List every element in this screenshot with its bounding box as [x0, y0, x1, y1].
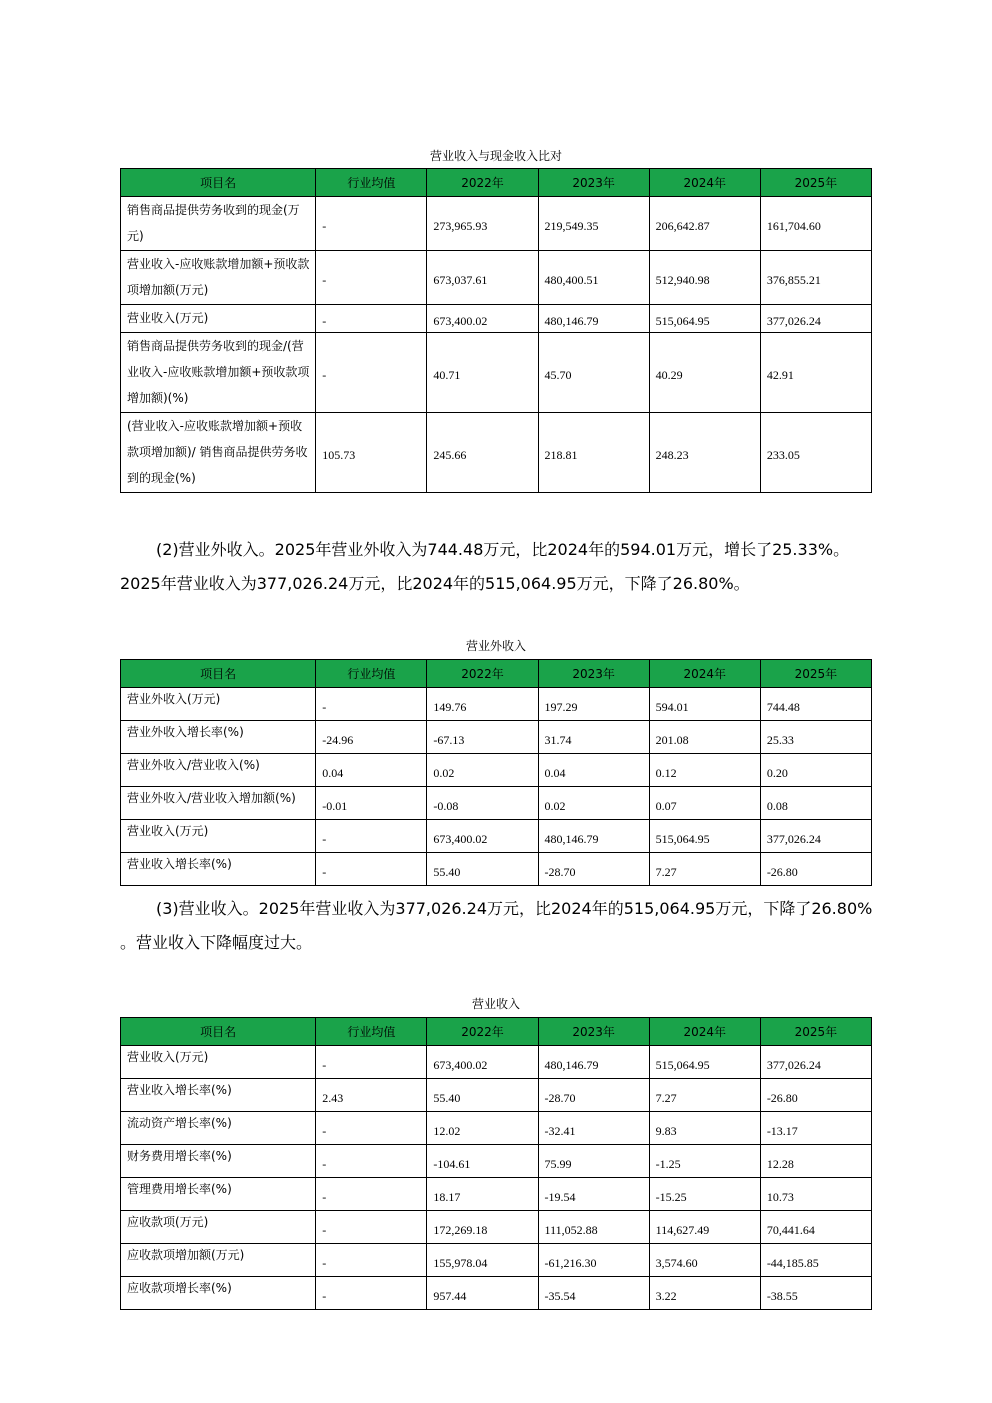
- cell: -61,216.30: [538, 1244, 649, 1277]
- cell: -15.25: [649, 1178, 760, 1211]
- cell: 957.44: [427, 1277, 538, 1310]
- cell: 3.22: [649, 1277, 760, 1310]
- row-label: 应收款项(万元): [121, 1211, 316, 1244]
- cell: 376,855.21: [760, 251, 871, 305]
- cell: 377,026.24: [760, 305, 871, 333]
- row-label: 营业收入增长率(%): [121, 853, 316, 886]
- cell: 201.08: [649, 721, 760, 754]
- header-year: 2023年: [538, 1018, 649, 1046]
- cell: 114,627.49: [649, 1211, 760, 1244]
- cell: 7.27: [649, 853, 760, 886]
- row-label: 管理费用增长率(%): [121, 1178, 316, 1211]
- paragraph-non-operating-income: [120, 533, 880, 601]
- operating-revenue-table: [120, 1017, 872, 1310]
- row-label: 应收款项增长率(%): [121, 1277, 316, 1310]
- table-row: [121, 413, 872, 493]
- cash-vs-revenue-table: [120, 168, 872, 493]
- cell: 0.12: [649, 754, 760, 787]
- cell: 744.48: [760, 688, 871, 721]
- non-operating-income-table: [120, 659, 872, 886]
- header-item-name: 项目名: [121, 1018, 316, 1046]
- table-row: [121, 787, 872, 820]
- cell: -44,185.85: [760, 1244, 871, 1277]
- table-row: [121, 1145, 872, 1178]
- row-label: 营业外收入(万元): [121, 688, 316, 721]
- cell: 273,965.93: [427, 197, 538, 251]
- cell: 0.07: [649, 787, 760, 820]
- cell: -19.54: [538, 1178, 649, 1211]
- cell: 515,064.95: [649, 820, 760, 853]
- cell: -: [316, 1211, 427, 1244]
- cell: 40.29: [649, 333, 760, 413]
- cell: 12.28: [760, 1145, 871, 1178]
- cell: -67.13: [427, 721, 538, 754]
- row-label: 销售商品提供劳务收到的现金(万元): [121, 197, 316, 251]
- row-label: 营业收入增长率(%): [121, 1079, 316, 1112]
- cell: 197.29: [538, 688, 649, 721]
- table-row: [121, 333, 872, 413]
- header-year: 2024年: [649, 169, 760, 197]
- cell: 233.05: [760, 413, 871, 493]
- cell: -28.70: [538, 1079, 649, 1112]
- table-row: [121, 1178, 872, 1211]
- paragraph-line: (3)营业收入。2025年营业收入为377,026.24万元，比2024年的515,064.95万元，下降了26.80%: [156, 899, 873, 918]
- cell: 0.02: [427, 754, 538, 787]
- table-row: [121, 721, 872, 754]
- cell: 0.20: [760, 754, 871, 787]
- table2-caption: 营业外收入: [465, 639, 526, 653]
- cell: 0.04: [538, 754, 649, 787]
- table-row: [121, 305, 872, 333]
- cell: 219,549.35: [538, 197, 649, 251]
- cell: -28.70: [538, 853, 649, 886]
- cell: -: [316, 1112, 427, 1145]
- table-row: [121, 853, 872, 886]
- header-year: 2022年: [427, 1018, 538, 1046]
- cell: 673,037.61: [427, 251, 538, 305]
- header-item-name: 项目名: [121, 660, 316, 688]
- cell: 45.70: [538, 333, 649, 413]
- cell: 9.83: [649, 1112, 760, 1145]
- cell: 248.23: [649, 413, 760, 493]
- row-label: 营业外收入/营业收入增加额(%): [121, 787, 316, 820]
- header-year: 2023年: [538, 660, 649, 688]
- table-row: [121, 197, 872, 251]
- cell: 40.71: [427, 333, 538, 413]
- row-label: 营业外收入增长率(%): [121, 721, 316, 754]
- cell: 0.02: [538, 787, 649, 820]
- row-label: 财务费用增长率(%): [121, 1145, 316, 1178]
- cell: -26.80: [760, 853, 871, 886]
- table-row: [121, 754, 872, 787]
- cell: -26.80: [760, 1079, 871, 1112]
- table-row: [121, 820, 872, 853]
- cell: 31.74: [538, 721, 649, 754]
- cell: 377,026.24: [760, 820, 871, 853]
- cell: 149.76: [427, 688, 538, 721]
- row-label: 营业外收入/营业收入(%): [121, 754, 316, 787]
- table-header-row: [121, 1018, 872, 1046]
- table1-caption: 营业收入与现金收入比对: [429, 149, 562, 163]
- row-label: 营业收入(万元): [121, 820, 316, 853]
- header-year: 2025年: [760, 169, 871, 197]
- header-year: 2024年: [649, 1018, 760, 1046]
- cell: -: [316, 1277, 427, 1310]
- cell: 111,052.88: [538, 1211, 649, 1244]
- cell: 172,269.18: [427, 1211, 538, 1244]
- cell: 218.81: [538, 413, 649, 493]
- cell: 25.33: [760, 721, 871, 754]
- cell: 3,574.60: [649, 1244, 760, 1277]
- cell: -: [316, 1046, 427, 1079]
- cell: 2.43: [316, 1079, 427, 1112]
- paragraph-line: 2025年营业收入为377,026.24万元，比2024年的515,064.95万元，下降了26.80%。: [120, 574, 750, 593]
- table-row: [121, 1046, 872, 1079]
- header-year: 2023年: [538, 169, 649, 197]
- cell: 480,400.51: [538, 251, 649, 305]
- header-year: 2025年: [760, 1018, 871, 1046]
- cell: -: [316, 1178, 427, 1211]
- paragraph-operating-revenue: [120, 892, 880, 960]
- table-row: [121, 688, 872, 721]
- row-label: 营业收入(万元): [121, 1046, 316, 1079]
- header-industry-avg: 行业均值: [316, 169, 427, 197]
- table-header-row: [121, 660, 872, 688]
- header-industry-avg: 行业均值: [316, 1018, 427, 1046]
- paragraph-line: 。营业收入下降幅度过大。: [120, 933, 313, 952]
- cell: 515,064.95: [649, 1046, 760, 1079]
- cell: 480,146.79: [538, 820, 649, 853]
- cell: 245.66: [427, 413, 538, 493]
- cell: -: [316, 688, 427, 721]
- cell: -0.08: [427, 787, 538, 820]
- cell: 155,978.04: [427, 1244, 538, 1277]
- cell: 161,704.60: [760, 197, 871, 251]
- cell: 480,146.79: [538, 305, 649, 333]
- cell: -0.01: [316, 787, 427, 820]
- cell: 7.27: [649, 1079, 760, 1112]
- cell: 377,026.24: [760, 1046, 871, 1079]
- row-label: 流动资产增长率(%): [121, 1112, 316, 1145]
- cell: -: [316, 1145, 427, 1178]
- cell: 673,400.02: [427, 305, 538, 333]
- row-label: (营业收入-应收账款增加额+预收款项增加额)/ 销售商品提供劳务收到的现金(%): [121, 413, 316, 493]
- table-row: [121, 1277, 872, 1310]
- cell: 105.73: [316, 413, 427, 493]
- cell: -: [316, 1244, 427, 1277]
- header-year: 2024年: [649, 660, 760, 688]
- table-row: [121, 1079, 872, 1112]
- cell: 12.02: [427, 1112, 538, 1145]
- table-row: [121, 251, 872, 305]
- cell: -38.55: [760, 1277, 871, 1310]
- table-row: [121, 1244, 872, 1277]
- cell: -24.96: [316, 721, 427, 754]
- header-item-name: 项目名: [121, 169, 316, 197]
- cell: -1.25: [649, 1145, 760, 1178]
- cell: 594.01: [649, 688, 760, 721]
- cell: -: [316, 197, 427, 251]
- cell: 75.99: [538, 1145, 649, 1178]
- cell: 55.40: [427, 1079, 538, 1112]
- cell: 0.04: [316, 754, 427, 787]
- cell: 0.08: [760, 787, 871, 820]
- cell: 55.40: [427, 853, 538, 886]
- row-label: 应收款项增加额(万元): [121, 1244, 316, 1277]
- row-label: 营业收入(万元): [121, 305, 316, 333]
- cell: -: [316, 333, 427, 413]
- cell: -: [316, 251, 427, 305]
- table-row: [121, 1112, 872, 1145]
- cell: -13.17: [760, 1112, 871, 1145]
- row-label: 营业收入-应收账款增加额+预收款项增加额(万元): [121, 251, 316, 305]
- cell: -104.61: [427, 1145, 538, 1178]
- cell: 673,400.02: [427, 820, 538, 853]
- cell: 206,642.87: [649, 197, 760, 251]
- header-year: 2022年: [427, 169, 538, 197]
- cell: 673,400.02: [427, 1046, 538, 1079]
- cell: 70,441.64: [760, 1211, 871, 1244]
- table-header-row: [121, 169, 872, 197]
- cell: -: [316, 853, 427, 886]
- cell: -32.41: [538, 1112, 649, 1145]
- cell: 515,064.95: [649, 305, 760, 333]
- header-year: 2025年: [760, 660, 871, 688]
- cell: 42.91: [760, 333, 871, 413]
- paragraph-line: (2)营业外收入。2025年营业外收入为744.48万元，比2024年的594.01万元，增长了25.33%。: [156, 540, 850, 559]
- cell: 480,146.79: [538, 1046, 649, 1079]
- cell: -: [316, 305, 427, 333]
- header-industry-avg: 行业均值: [316, 660, 427, 688]
- cell: -: [316, 820, 427, 853]
- cell: 18.17: [427, 1178, 538, 1211]
- cell: -35.54: [538, 1277, 649, 1310]
- table3-caption: 营业收入: [471, 997, 520, 1011]
- row-label: 销售商品提供劳务收到的现金/(营业收入-应收账款增加额+预收款项增加额)(%): [121, 333, 316, 413]
- table-row: [121, 1211, 872, 1244]
- cell: 10.73: [760, 1178, 871, 1211]
- header-year: 2022年: [427, 660, 538, 688]
- cell: 512,940.98: [649, 251, 760, 305]
